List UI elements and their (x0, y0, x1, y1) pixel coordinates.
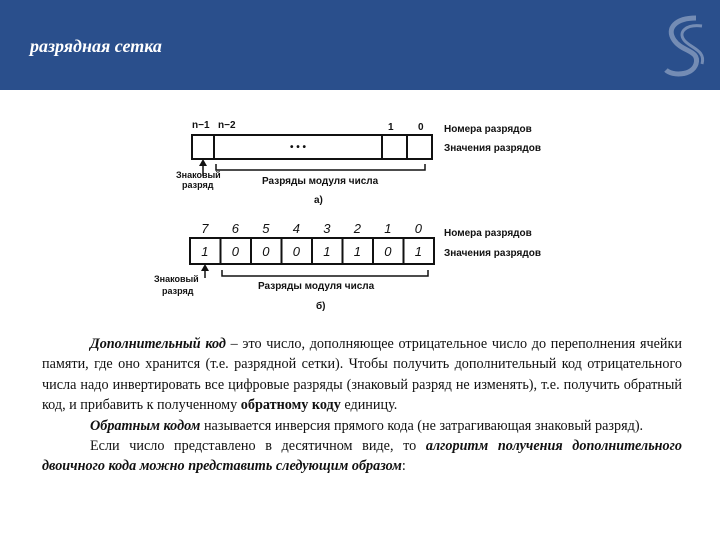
paragraph-2 (42, 416, 682, 436)
diagram-a (176, 120, 541, 206)
slide-title: разрядная сетка (30, 36, 162, 56)
bit-label-n-2: n−2 (218, 120, 236, 131)
bit-value-1: 0 (231, 244, 239, 259)
sign-label-a-2: разряд (182, 180, 214, 190)
bit-label-n-1: n−1 (192, 120, 210, 131)
bit-number-2: 5 (262, 221, 270, 236)
term-inverse-code: Обратным кодом (90, 417, 201, 434)
bit-value-3: 0 (292, 244, 300, 259)
register-a (192, 135, 432, 159)
label-bit-numbers-a: Номера разрядов (444, 124, 532, 135)
bit-label-1: 1 (388, 122, 394, 133)
caption-b: б) (316, 301, 326, 312)
paragraph-1-end: единицу. (340, 397, 398, 414)
paragraph-1 (42, 334, 682, 416)
caption-a: а) (314, 195, 323, 206)
algorithm-phrase: алгоритм получения дополнительного двоичного кода можно представить следующим образом (42, 438, 682, 475)
label-bit-numbers-b: Номера разрядов (444, 228, 532, 239)
sign-label-b-1: Знаковый (154, 274, 199, 284)
paragraph-1-text: – это число, дополняющее отрицательное число до переполнения ячейки памяти, где оно хранится (т.е. разрядной сетки). Чтобы получить дополнительный код отрицательного числа надо инвертировать все цифровые разряды (знаковый разряд не изменять), т.е. получить обратный код, и прибавить к полученному (42, 336, 682, 414)
bracket-a (216, 164, 425, 170)
bit-number-0: 7 (201, 221, 209, 236)
ellipsis: • • • (290, 142, 307, 153)
body-text (42, 334, 682, 477)
bit-value-4: 1 (323, 244, 331, 259)
sign-label-a-1: Знаковый (176, 170, 221, 180)
header-bar (0, 0, 720, 90)
bit-number-3: 4 (292, 221, 300, 236)
term-reverse-code: обратному коду (240, 397, 341, 414)
label-bit-values-a: Значения разрядов (444, 143, 541, 154)
bit-number-1: 6 (231, 221, 239, 236)
bit-number-6: 1 (384, 221, 392, 236)
paragraph-2-text: называется инверсия прямого кода (не затрагивающая знаковый разряд). (200, 417, 644, 434)
bit-number-5: 2 (353, 221, 361, 236)
bracket-b (222, 270, 428, 276)
term-complement-code: Дополнительный код (90, 336, 226, 352)
logo-icon (656, 10, 708, 84)
paragraph-3 (42, 436, 682, 477)
bit-value-7: 1 (414, 244, 422, 259)
paragraph-3-text: Если число представлено в десятичном виде, то (90, 438, 426, 455)
bit-grid-diagram (150, 108, 590, 323)
bit-number-4: 3 (323, 221, 331, 236)
paragraph-3-end: : (401, 458, 406, 475)
bit-value-6: 0 (384, 244, 392, 259)
bottom-label-a: Разряды модуля числа (262, 176, 379, 187)
bit-number-7: 0 (414, 221, 422, 236)
label-bit-values-b: Значения разрядов (444, 248, 541, 259)
sign-label-b-2: разряд (162, 286, 194, 296)
diagram-b (154, 221, 541, 312)
bit-value-0: 1 (201, 244, 209, 259)
bit-label-0: 0 (418, 122, 424, 133)
bit-value-2: 0 (262, 244, 270, 259)
bottom-label-b: Разряды модуля числа (258, 281, 375, 292)
bit-value-5: 1 (353, 244, 361, 259)
